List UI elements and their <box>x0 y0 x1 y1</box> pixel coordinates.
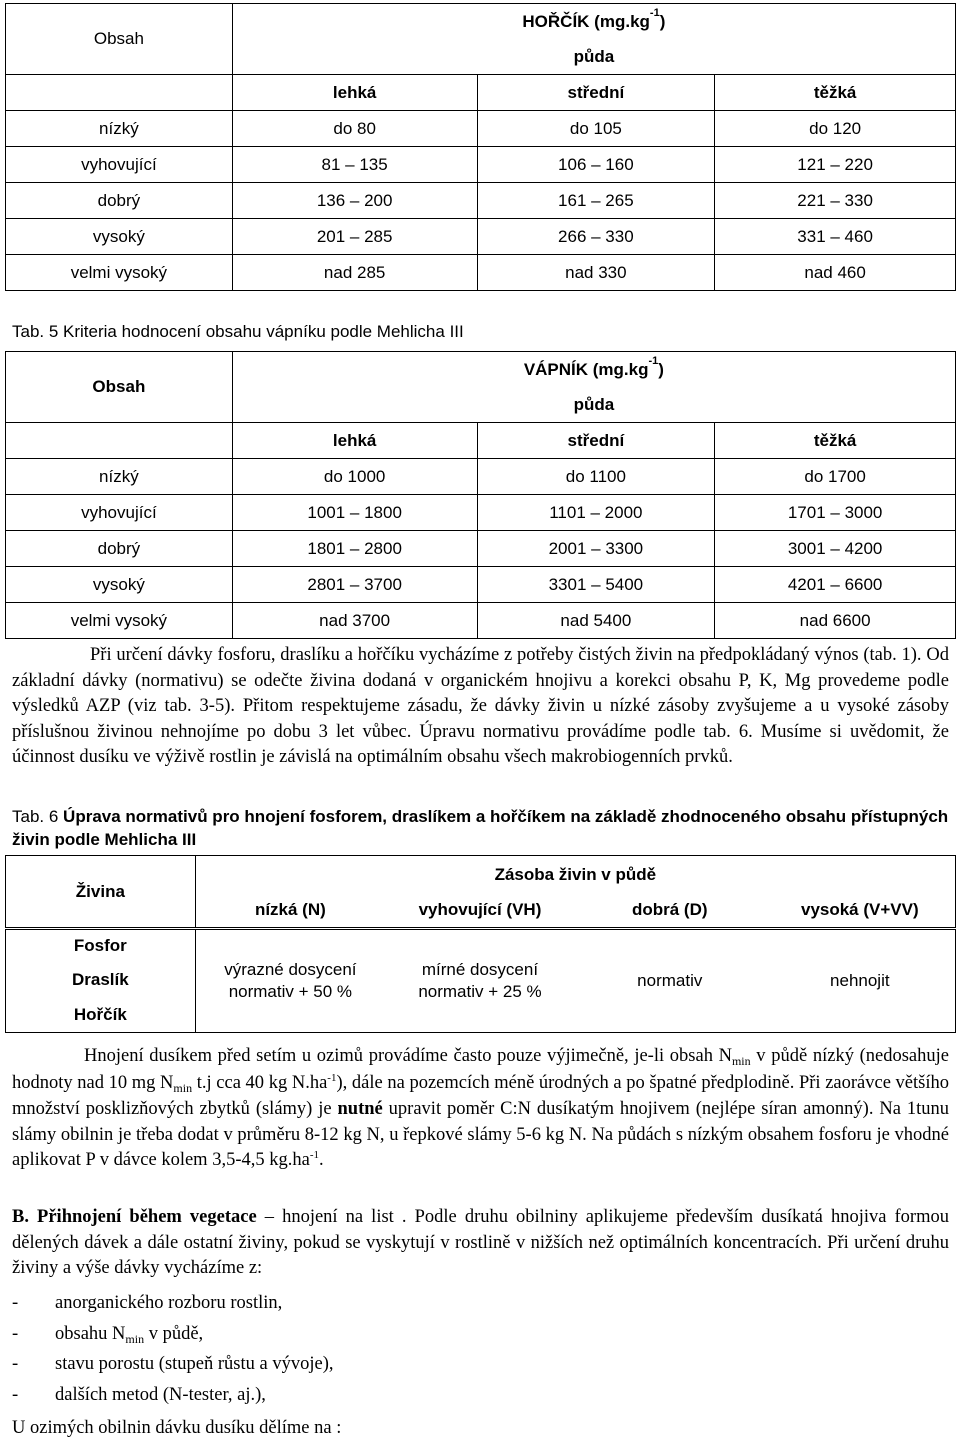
table-row <box>6 255 956 291</box>
row-label: vyhovující <box>6 147 233 183</box>
cell: 4201 – 6600 <box>715 567 956 603</box>
row-label: vyhovující <box>6 495 233 531</box>
paragraph-top-dressing: B. Přihnojení během vegetace – hnojení na list . Podle druhu obilniny aplikujeme především dusíkatá hnojiva formou dělených dávek a dále ostatní živiny, pokud se vyskytují v rostlině v nižších než optimálních koncentracích. Při určení druhu živiny a výše dávky vycházíme z: <box>12 1207 949 1279</box>
table-row <box>6 531 956 567</box>
criteria-list <box>12 1288 334 1410</box>
value-good: normativ <box>575 929 765 1033</box>
cell: nad 285 <box>232 255 477 291</box>
cell: 1801 – 2800 <box>232 531 477 567</box>
list-item: - dalších metod (N-tester, aj.), <box>12 1384 266 1405</box>
magnesium-table <box>5 3 956 291</box>
table-header-zivina: Živina <box>6 856 196 929</box>
table-row <box>6 183 956 219</box>
table-header-obsah: Obsah <box>6 4 233 75</box>
cell: do 80 <box>232 111 477 147</box>
soil-type-heavy: těžká <box>715 75 956 111</box>
cell: 121 – 220 <box>715 147 956 183</box>
level-low: nízká (N) <box>195 894 385 929</box>
row-label: vysoký <box>6 567 233 603</box>
calcium-table <box>5 351 956 639</box>
nutrient-phosphorus: Fosfor <box>6 929 196 963</box>
paragraph-nutrient-dosage: Při určení dávky fosforu, draslíku a hořčíku vycházíme z potřeby čistých živin na předpokládaný výnos (tab. 1). Od základní dávky (normativu) se odečte živina dodaná v organickém hnojivu a korekci obsahu P, K, Mg provedeme podle výsledků AZP (viz tab. 3-5). Přitom respektujeme zásadu, že dávky živin u nízké zásoby zvyšujeme a u vysoké zásoby příslušnou živinou nehnojíme po dobu 3 let vůbec. Úpravu normativu provádíme podle tab. 6. Musíme si uvědomit, že účinnost dusíku ve výživě rostlin je závislá na optimálním obsahu všech makrobiogenních prvků. <box>12 645 949 768</box>
cell: nad 6600 <box>715 603 956 639</box>
cell: nad 330 <box>477 255 715 291</box>
nutrient-magnesium: Hořčík <box>6 998 196 1033</box>
row-label: vysoký <box>6 219 233 255</box>
cell: do 1700 <box>715 459 956 495</box>
row-label: velmi vysoký <box>6 255 233 291</box>
row-label: nízký <box>6 111 233 147</box>
table-row <box>6 219 956 255</box>
cell: 221 – 330 <box>715 183 956 219</box>
table5-caption: Tab. 5 Kriteria hodnocení obsahu vápníku podle Mehlicha III <box>12 322 464 341</box>
empty-cell <box>6 75 233 111</box>
cell: 81 – 135 <box>232 147 477 183</box>
soil-label: půda <box>232 387 955 423</box>
cell: 331 – 460 <box>715 219 956 255</box>
cell: do 1000 <box>232 459 477 495</box>
element-title: VÁPNÍK $(mg.kg^{-1})$ <box>232 352 955 388</box>
table-header-obsah: Obsah <box>6 352 233 423</box>
cell: 3301 – 5400 <box>477 567 715 603</box>
row-label: dobrý <box>6 183 233 219</box>
nutrient-potassium: Draslík <box>6 963 196 998</box>
list-item: - stavu porostu (stupeň růstu a vývoje), <box>12 1354 334 1374</box>
table-row <box>6 495 956 531</box>
table6-caption: Tab. 6 Úprava normativů pro hnojení fosforem, draslíkem a hořčíkem na základě zhodnoceného obsahu přístupných živin podle Mehlicha III <box>12 807 949 849</box>
cell: 2801 – 3700 <box>232 567 477 603</box>
cell: 161 – 265 <box>477 183 715 219</box>
cell: 1101 – 2000 <box>477 495 715 531</box>
cell: do 1100 <box>477 459 715 495</box>
soil-type-light: lehká <box>232 75 477 111</box>
soil-type-medium: střední <box>477 75 715 111</box>
cell: nad 3700 <box>232 603 477 639</box>
closing-line: U ozimých obilnin dávku dusíku dělíme na : <box>12 1418 342 1438</box>
cell: 266 – 330 <box>477 219 715 255</box>
value-low: výrazné dosycení normativ + 50 % <box>195 929 385 1033</box>
row-label: velmi vysoký <box>6 603 233 639</box>
value-high: nehnojit <box>765 929 956 1033</box>
cell: 1001 – 1800 <box>232 495 477 531</box>
cell: 3001 – 4200 <box>715 531 956 567</box>
table-row <box>6 111 956 147</box>
cell: 1701 – 3000 <box>715 495 956 531</box>
cell: nad 5400 <box>477 603 715 639</box>
cell: 136 – 200 <box>232 183 477 219</box>
cell: do 105 <box>477 111 715 147</box>
soil-label: půda <box>232 39 955 75</box>
soil-type-light: lehká <box>232 423 477 459</box>
table-row <box>6 603 956 639</box>
value-satisfactory: mírné dosycení normativ + 25 % <box>385 929 575 1033</box>
cell: do 120 <box>715 111 956 147</box>
empty-cell <box>6 423 233 459</box>
cell: nad 460 <box>715 255 956 291</box>
soil-type-medium: střední <box>477 423 715 459</box>
paragraph-nitrogen-fertilization: Hnojení dusíkem před setím u ozimů provádíme často pouze výjimečně, je-li obsah $N_{min}$ v půdě nízký (nedosahuje hodnoty nad 10 mg $N_{min}$ t.j cca 40 kg $N.ha^{-1}$), dále na pozemcích méně úrodných a po špatné předplodině. Při zaorávce většího množství posklizňových zbytků (slámy) je nutné upravit poměr C:N dusíkatým hnojivem (nejlépe síran amonný). Na 1tunu slámy obilnin je třeba dodat v průměru 8-12 kg N, u řepkové slámy 5-6 kg N. Na půdách s nízkým obsahem fosforu je vhodné aplikovat P v dávce kolem 3,5-4,5 $kg.ha^{-1}$. <box>12 1046 949 1171</box>
row-label: nízký <box>6 459 233 495</box>
table-row <box>6 459 956 495</box>
element-title: HOŘČÍK $(mg.kg^{-1})$ <box>232 4 955 40</box>
table-row <box>6 567 956 603</box>
cell: 201 – 285 <box>232 219 477 255</box>
row-label: dobrý <box>6 531 233 567</box>
level-satisfactory: vyhovující (VH) <box>385 894 575 929</box>
soil-type-heavy: těžká <box>715 423 956 459</box>
normative-adjustment-table <box>5 855 956 1033</box>
list-item: - anorganického rozboru rostlin, <box>12 1293 283 1313</box>
list-item: - obsahu $N_{min}$ v půdě, <box>12 1323 204 1346</box>
table-row <box>6 147 956 183</box>
level-good: dobrá (D) <box>575 894 765 929</box>
cell: 2001 – 3300 <box>477 531 715 567</box>
cell: 106 – 160 <box>477 147 715 183</box>
level-high: vysoká (V+VV) <box>765 894 956 929</box>
group-header: Zásoba živin v půdě <box>195 856 955 894</box>
